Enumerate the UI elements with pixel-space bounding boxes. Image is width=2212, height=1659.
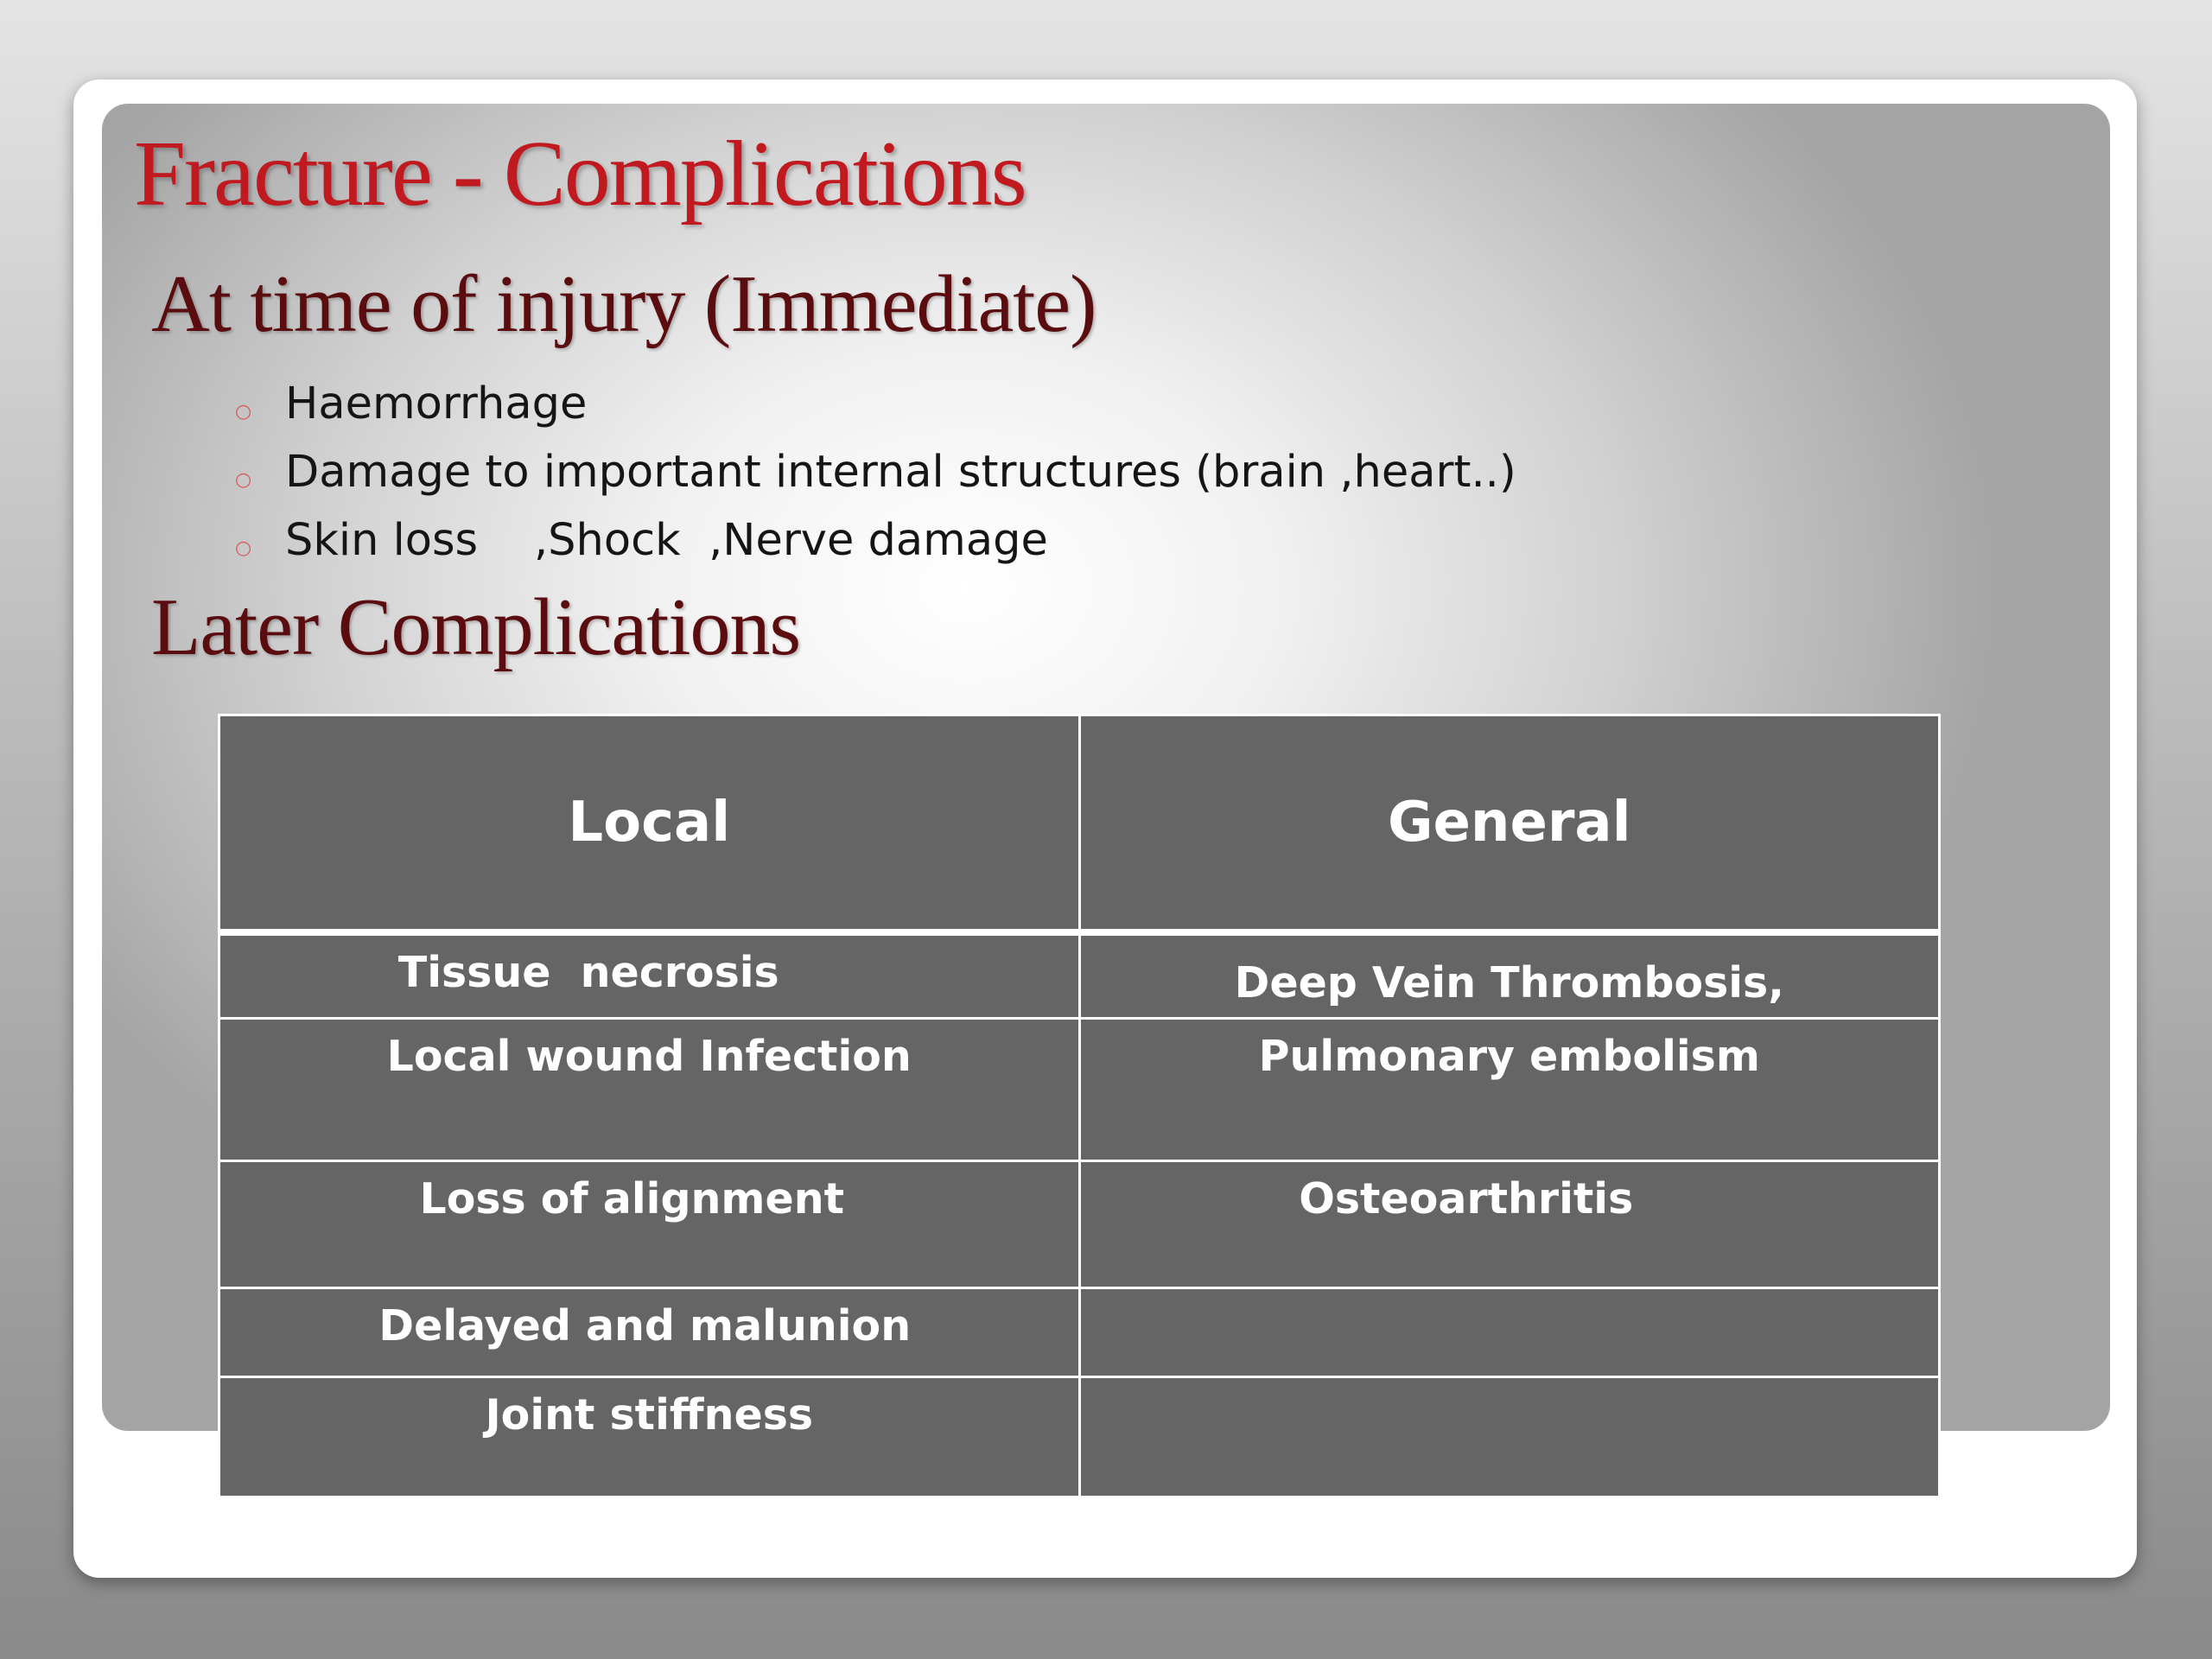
table-row bbox=[219, 1161, 1940, 1288]
cell-text: Joint stiffness bbox=[485, 1390, 814, 1440]
cell-text: Local wound Infection bbox=[386, 1032, 912, 1081]
table-row bbox=[219, 1019, 1940, 1161]
immediate-heading: At time of injury (Immediate) bbox=[151, 259, 1096, 349]
complications-table bbox=[218, 714, 1941, 1503]
list-item bbox=[233, 370, 1516, 438]
cell-text: Tissue necrosis bbox=[397, 948, 779, 997]
column-header-general: General bbox=[1079, 715, 1940, 933]
table-cell-local bbox=[219, 932, 1080, 1019]
table-cell-general bbox=[1079, 1377, 1940, 1497]
table-header-row bbox=[219, 715, 1940, 933]
cell-text: Delayed and malunion bbox=[378, 1301, 912, 1351]
slide-title: Fracture - Complications bbox=[134, 123, 1026, 226]
list-item-text: Haemorrhage bbox=[285, 378, 588, 429]
later-heading: Later Complications bbox=[151, 582, 801, 672]
list-item bbox=[233, 506, 1516, 575]
table-cell-local bbox=[219, 1377, 1080, 1497]
table-cell-general bbox=[1079, 1019, 1940, 1161]
bullet-icon: ○ bbox=[235, 469, 252, 491]
cell-text: Loss of alignment bbox=[419, 1174, 845, 1224]
list-item-text: Damage to important internal structures (brain ,heart..) bbox=[285, 447, 1516, 498]
table-row bbox=[219, 1288, 1940, 1377]
list-item bbox=[233, 438, 1516, 506]
table-cell-general bbox=[1079, 1161, 1940, 1288]
table-cell-local bbox=[219, 1019, 1080, 1161]
cell-text: Deep Vein Thrombosis, bbox=[1234, 958, 1784, 1007]
cell-text: Osteoarthritis bbox=[1299, 1174, 1634, 1224]
bullet-icon: ○ bbox=[235, 537, 252, 559]
cell-text: Pulmonary embolism bbox=[1258, 1032, 1760, 1081]
bullet-icon: ○ bbox=[235, 401, 252, 423]
table-cell-local bbox=[219, 1288, 1080, 1377]
table-row bbox=[219, 932, 1940, 1019]
list-item-text: Skin loss ,Shock ,Nerve damage bbox=[285, 515, 1048, 566]
table-row bbox=[219, 1377, 1940, 1497]
immediate-list bbox=[233, 370, 1516, 575]
table-cell-general bbox=[1079, 932, 1940, 1019]
column-header-local: Local bbox=[219, 715, 1080, 933]
table-cell-local bbox=[219, 1161, 1080, 1288]
table-cell-general bbox=[1079, 1288, 1940, 1377]
